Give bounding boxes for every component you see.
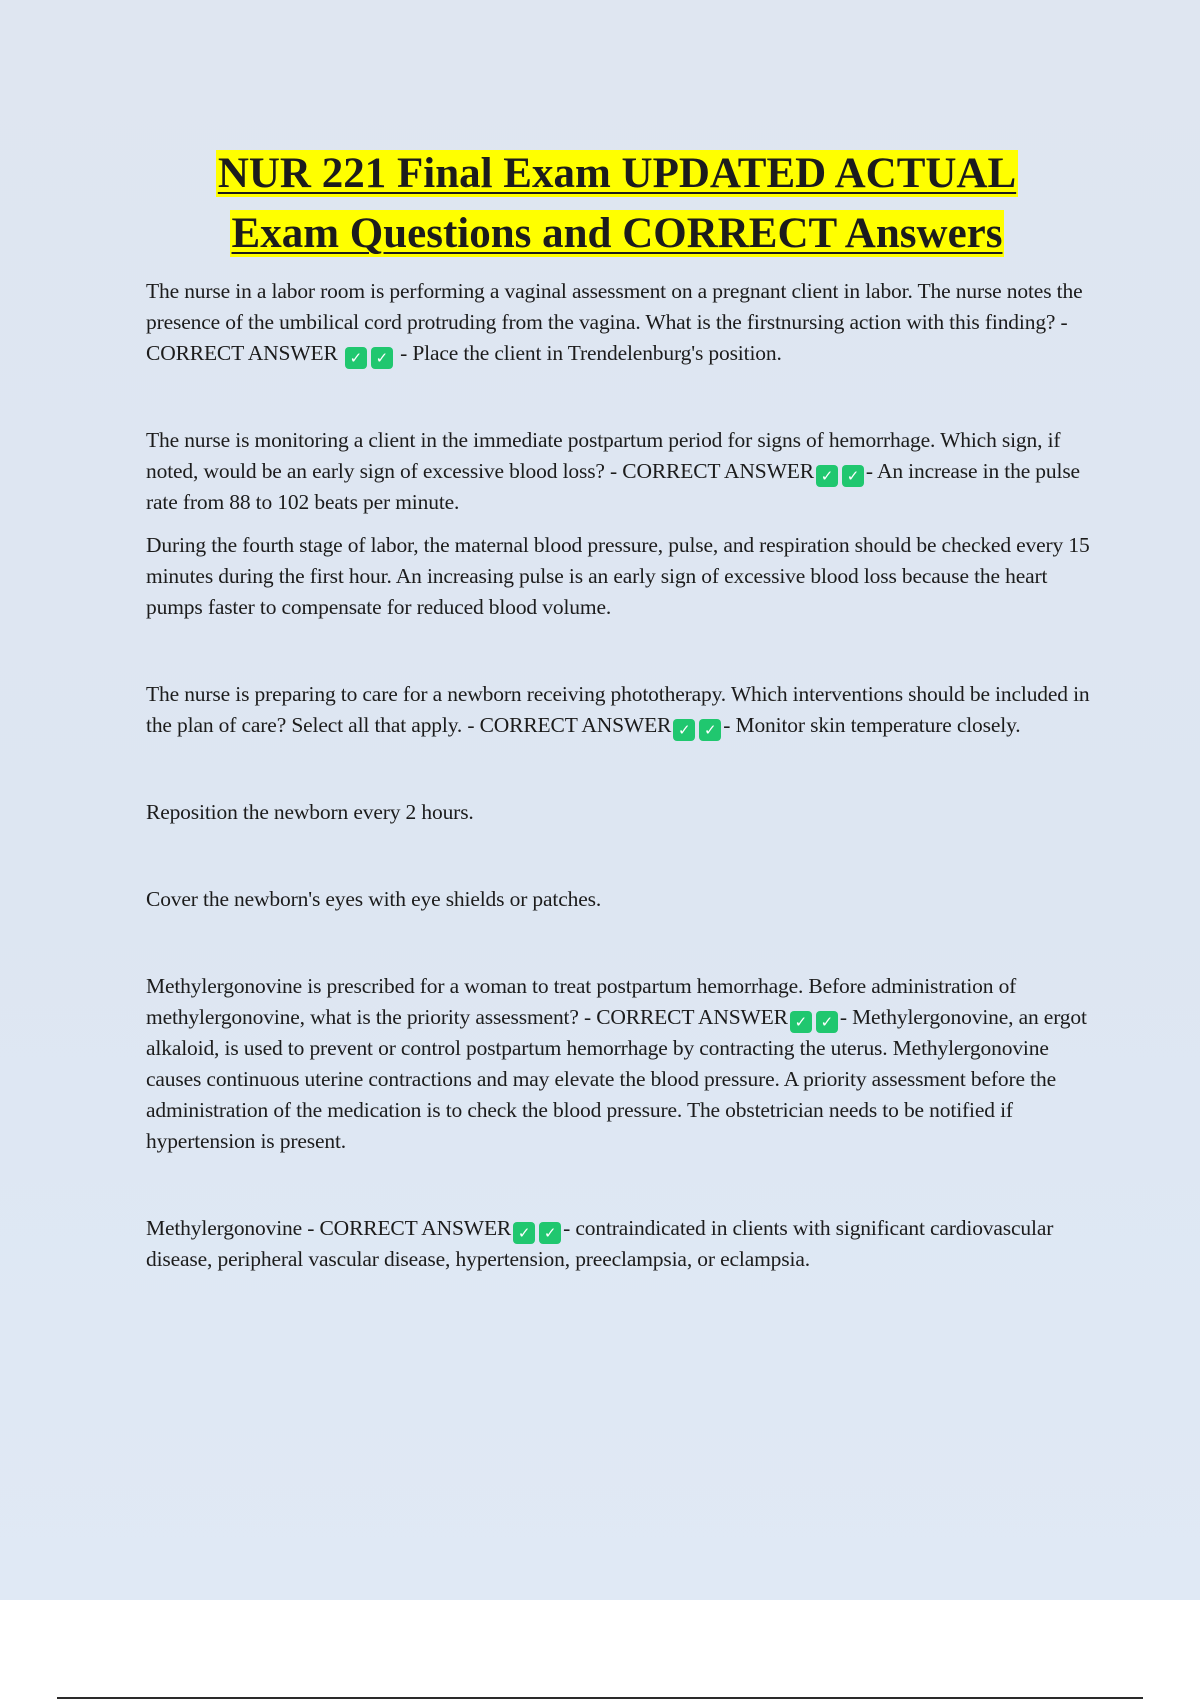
answer-text: - Monitor skin temperature closely. bbox=[723, 713, 1021, 737]
check-box-icon: ✓ bbox=[539, 1222, 561, 1244]
qa-entry-5 bbox=[146, 1213, 1096, 1275]
check-box-icon: ✓ bbox=[673, 719, 695, 741]
qa-content bbox=[146, 276, 1096, 1275]
check-box-icon: ✓ bbox=[842, 465, 864, 487]
answer-text: - Place the client in Trendelenburg's position. bbox=[400, 341, 782, 365]
qa-entry-3 bbox=[146, 679, 1096, 741]
check-box-icon: ✓ bbox=[513, 1222, 535, 1244]
qa-entry-1 bbox=[146, 276, 1096, 369]
question-text: The nurse in a labor room is performing a vaginal assessment on a pregnant client in labor. The nurse notes the presence of the umbilical cord protruding from the vagina. What is the firstnursing action with this finding? - CORRECT ANSWER bbox=[146, 279, 1083, 365]
check-box-icon: ✓ bbox=[816, 1011, 838, 1033]
question-text: The nurse is preparing to care for a newborn receiving phototherapy. Which interventions should be included in the plan of care? Select all that apply. - CORRECT ANSWER bbox=[146, 682, 1090, 737]
answer-text: - Methylergonovine, an ergot alkaloid, is used to prevent or control postpartum hemorrhage by contracting the uterus. Methylergonovine causes continuous uterine contractions and may elevate the blood pressure. A priority assessment before the administration of the medication is to check the blood pressure. The obstetrician needs to be notified if hypertension is present. bbox=[146, 1005, 1087, 1153]
check-box-icon: ✓ bbox=[699, 719, 721, 741]
question-text: Methylergonovine is prescribed for a woman to treat postpartum hemorrhage. Before administration of methylergonovine, what is the priority assessment? - CORRECT ANSWER bbox=[146, 974, 1017, 1029]
answer-text: - An increase in the pulse rate from 88 to 102 beats per minute. bbox=[146, 459, 1080, 514]
answer-option-text: Cover the newborn's eyes with eye shields or patches. bbox=[146, 887, 602, 911]
question-text: The nurse is monitoring a client in the immediate postpartum period for signs of hemorrhage. Which sign, if noted, would be an early sign of excessive blood loss? - CORRECT ANSWER bbox=[146, 428, 1061, 483]
check-box-icon: ✓ bbox=[790, 1011, 812, 1033]
answer-option-text: Reposition the newborn every 2 hours. bbox=[146, 800, 474, 824]
qa-entry-4 bbox=[146, 971, 1096, 1157]
title-line-1: NUR 221 Final Exam UPDATED ACTUAL bbox=[217, 150, 1017, 197]
question-text: Methylergonovine - CORRECT ANSWER bbox=[146, 1216, 512, 1240]
check-box-icon: ✓ bbox=[345, 347, 367, 369]
explanation-text: During the fourth stage of labor, the maternal blood pressure, pulse, and respiration should be checked every 15 minutes during the first hour. An increasing pulse is an early sign of excessive blood loss because the heart pumps faster to compensate for reduced blood volume. bbox=[146, 533, 1090, 619]
answer-text: - contraindicated in clients with significant cardiovascular disease, peripheral vascular disease, hypertension, preeclampsia, or eclampsia. bbox=[146, 1216, 1054, 1271]
document-title bbox=[0, 144, 1200, 264]
title-line-2: Exam Questions and CORRECT Answers bbox=[231, 210, 1003, 257]
check-box-icon: ✓ bbox=[816, 465, 838, 487]
footer-divider bbox=[57, 1697, 1143, 1699]
check-box-icon: ✓ bbox=[371, 347, 393, 369]
qa-entry-2 bbox=[146, 425, 1096, 518]
